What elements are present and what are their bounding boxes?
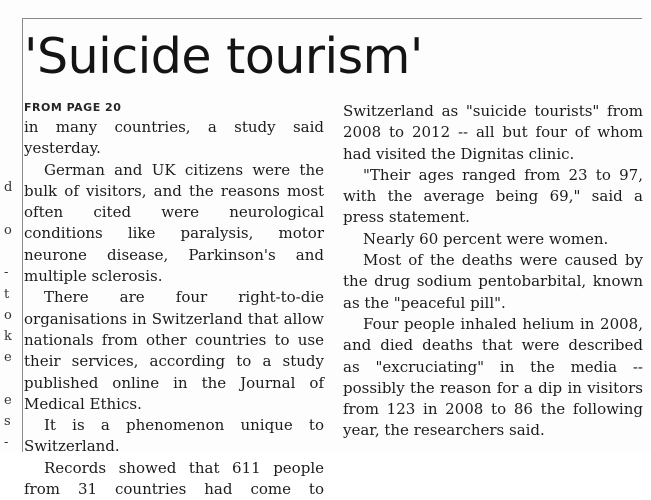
paragraph: Switzerland as "suicide tourists" from 2008 to 2012 -- all but four of whom had visited the Dignitas clinic. xyxy=(343,102,643,163)
continuation-kicker: FROM PAGE 20 xyxy=(24,101,122,114)
paragraph: "Their ages ranged from 23 to 97, with the average being 69," said a press statement. xyxy=(343,165,643,227)
margin-fragment: e xyxy=(4,350,12,365)
paragraph: Records showed that 611 people from 31 countries had come to xyxy=(24,458,324,499)
paragraph: in many countries, a study said yesterday. xyxy=(24,118,324,158)
article-column-left xyxy=(24,117,324,500)
margin-fragment: t xyxy=(4,287,10,302)
margin-fragment: d xyxy=(4,180,13,195)
margin-fragment: e xyxy=(4,393,12,408)
paragraph: It is a phenomenon unique to Switzerland. xyxy=(24,416,324,456)
paragraph: There are four right-to-die organisations in Switzerland that allow nationals from other countries to use their services, according to a study published online in the Journal of Medical Ethics. xyxy=(24,288,324,413)
margin-fragment: k xyxy=(4,329,12,344)
margin-fragment: o xyxy=(4,223,12,238)
paragraph: German and UK citizens were the bulk of visitors, and the reasons most often cited were neurological conditions like paralysis, motor neurone disease, Parkinson's and multiple sclerosis. xyxy=(24,160,324,286)
adjacent-column-fragment xyxy=(0,0,20,452)
column-divider xyxy=(22,18,23,452)
paragraph: Nearly 60 percent were women. xyxy=(363,229,609,248)
paragraph: Four people inhaled helium in 2008, and died deaths that were described as "excruciating" in the media -- possibly the reason for a dip in visitors from 123 in 2008 to 86 the following year, the researchers said. xyxy=(343,314,643,440)
margin-fragment: - xyxy=(4,265,9,280)
paragraph: Most of the deaths were caused by the drug sodium pentobarbital, known as the "peaceful pill". xyxy=(343,251,643,312)
article-column-right xyxy=(343,101,643,442)
top-divider xyxy=(22,18,642,19)
margin-fragment: s xyxy=(4,414,11,429)
margin-fragment: o xyxy=(4,308,12,323)
margin-fragment: - xyxy=(4,435,9,450)
headline: 'Suicide tourism' xyxy=(24,28,423,85)
